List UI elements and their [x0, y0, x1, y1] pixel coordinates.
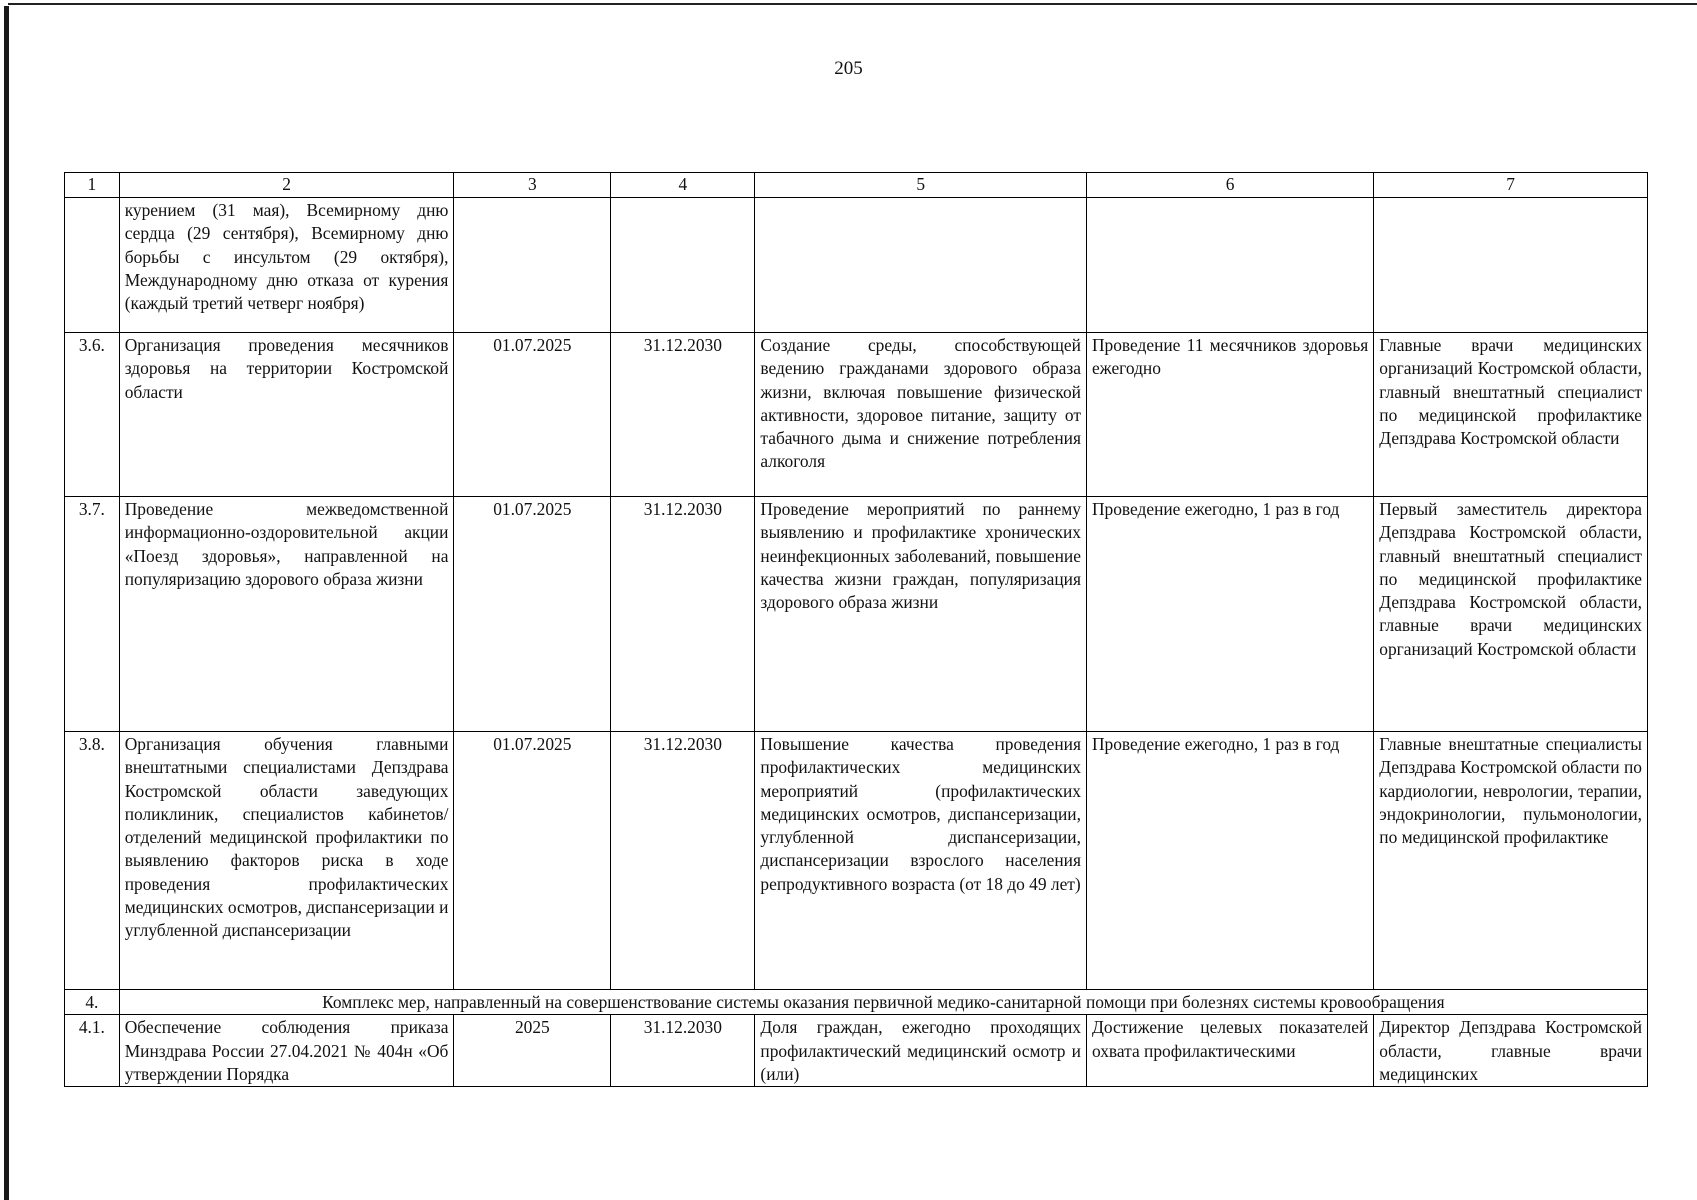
row-number: 3.8.	[65, 732, 120, 990]
table-row	[65, 1015, 1648, 1087]
start-date	[454, 198, 611, 333]
expected-result: Доля граждан, ежегодно проходящих профилактический медицинский осмотр и (или)	[755, 1015, 1087, 1087]
activity-name: Организация проведения месячников здоровья на территории Костромской области	[119, 333, 454, 497]
scan-left-edge	[4, 6, 9, 1200]
table-row	[65, 198, 1648, 333]
row-number: 3.7.	[65, 497, 120, 732]
activity-name: курением (31 мая), Всемирному дню сердца (29 сентября), Всемирному дню борьбы с инсультом (29 октября), Международному дню отказа от курения (каждый третий четверг ноября)	[119, 198, 454, 333]
indicator: Проведение ежегодно, 1 раз в год	[1086, 497, 1373, 732]
end-date: 31.12.2030	[611, 1015, 755, 1087]
row-number: 4.1.	[65, 1015, 120, 1087]
table-row	[65, 732, 1648, 990]
expected-result: Проведение мероприятий по раннему выявлению и профилактике хронических неинфекционных заболеваний, повышение качества жизни граждан, популяризация здорового образа жизни	[755, 497, 1087, 732]
responsible: Первый заместитель директора Депздрава Костромской области, главный внештатный специалист по медицинской профилактике Депздрава Костромской области, главные врачи медицинских организаций Костромской области	[1374, 497, 1648, 732]
page-number: 205	[834, 58, 863, 79]
expected-result	[755, 198, 1087, 333]
end-date: 31.12.2030	[611, 497, 755, 732]
responsible	[1374, 198, 1648, 333]
column-number: 2	[119, 173, 454, 198]
column-number-row	[65, 173, 1648, 198]
end-date	[611, 198, 755, 333]
row-number: 3.6.	[65, 333, 120, 497]
expected-result: Повышение качества проведения профилактических медицинских мероприятий (профилактических медицинских осмотров, диспансеризации, углубленной диспансеризации, диспансеризации взрослого населения репродуктивного возраста (от 18 до 49 лет)	[755, 732, 1087, 990]
indicator: Проведение 11 месячников здоровья ежегодно	[1086, 333, 1373, 497]
activity-name: Обеспечение соблюдения приказа Минздрава России 27.04.2021 № 404н «Об утверждении Порядка	[119, 1015, 454, 1087]
end-date: 31.12.2030	[611, 732, 755, 990]
activity-name: Организация обучения главными внештатными специалистами Депздрава Костромской области заведующих поликлиник, специалистов кабинетов/отделений медицинской профилактики по выявлению факторов риска в ходе проведения профилактических медицинских осмотров, диспансеризации и углубленной диспансеризации	[119, 732, 454, 990]
end-date: 31.12.2030	[611, 333, 755, 497]
indicator: Проведение ежегодно, 1 раз в год	[1086, 732, 1373, 990]
column-number: 1	[65, 173, 120, 198]
start-date: 01.07.2025	[454, 732, 611, 990]
column-number: 7	[1374, 173, 1648, 198]
table-row	[65, 333, 1648, 497]
column-number: 5	[755, 173, 1087, 198]
scan-top-edge	[8, 3, 1697, 5]
indicator: Достижение целевых показателей охвата профилактическими	[1086, 1015, 1373, 1087]
activity-plan-table	[64, 172, 1648, 1087]
table-row	[65, 497, 1648, 732]
start-date: 2025	[454, 1015, 611, 1087]
start-date: 01.07.2025	[454, 333, 611, 497]
column-number: 6	[1086, 173, 1373, 198]
responsible: Директор Депздрава Костромской области, главные врачи медицинских	[1374, 1015, 1648, 1087]
section-row	[65, 990, 1648, 1015]
row-number	[65, 198, 120, 333]
column-number: 4	[611, 173, 755, 198]
start-date: 01.07.2025	[454, 497, 611, 732]
column-number: 3	[454, 173, 611, 198]
expected-result: Создание среды, способствующей ведению гражданами здорового образа жизни, включая повышение физической активности, здоровое питание, защиту от табачного дыма и снижение потребления алкоголя	[755, 333, 1087, 497]
responsible: Главные врачи медицинских организаций Костромской области, главный внештатный специалист по медицинской профилактике Депздрава Костромской области	[1374, 333, 1648, 497]
indicator	[1086, 198, 1373, 333]
section-number: 4.	[65, 990, 120, 1015]
responsible: Главные внештатные специалисты Депздрава Костромской области по кардиологии, неврологии, терапии, эндокринологии, пульмонологии, по медицинской профилактике	[1374, 732, 1648, 990]
section-title: Комплекс мер, направленный на совершенствование системы оказания первичной медико-санитарной помощи при болезнях системы кровообращения	[119, 990, 1647, 1015]
activity-name: Проведение межведомственной информационно-оздоровительной акции «Поезд здоровья», направленной на популяризацию здорового образа жизни	[119, 497, 454, 732]
